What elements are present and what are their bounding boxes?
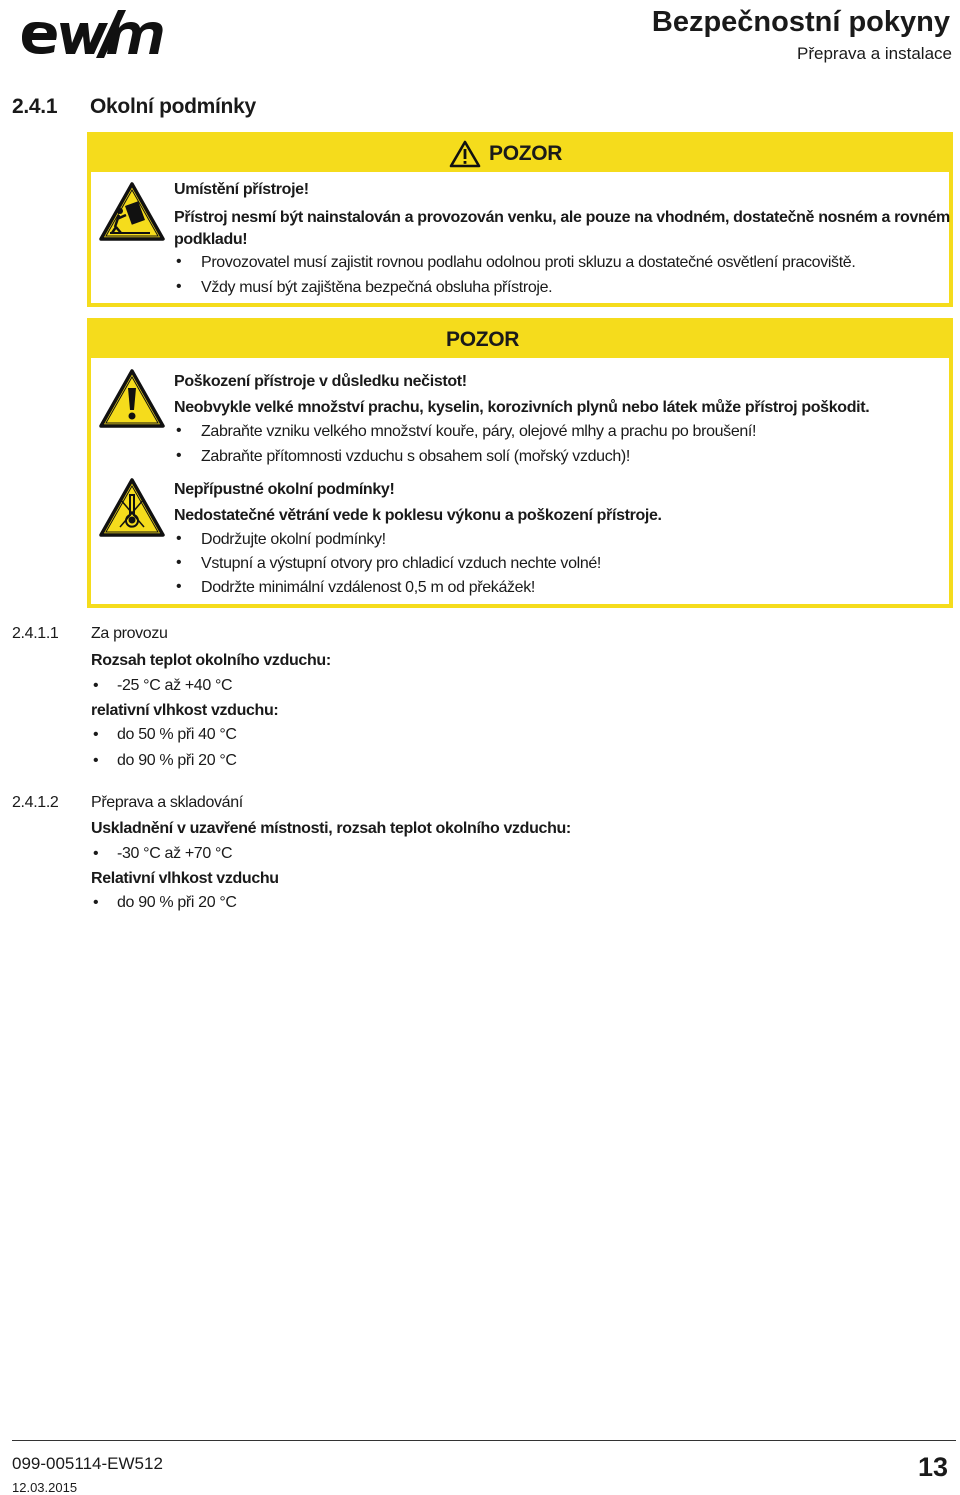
- bullet-icon: •: [176, 422, 182, 439]
- temperature-warning-icon: [98, 477, 166, 544]
- temp-range-label: Rozsah teplot okolního vzduchu:: [91, 652, 331, 669]
- warning-triangle-icon: [449, 140, 481, 173]
- subsection-number: 2.4.1.1: [12, 625, 59, 642]
- subsection-title: Přeprava a skladování: [91, 794, 243, 811]
- page-header-subtitle: Přeprava a instalace: [797, 44, 952, 63]
- warning2-bullet-1: Zabraňte vzniku velkého množství kouře, páry, olejové mlhy a prachu po broušení!: [201, 423, 757, 440]
- bullet-icon: •: [176, 554, 182, 571]
- bullet-icon: •: [176, 530, 182, 547]
- section-title: Okolní podmínky: [90, 95, 256, 118]
- tipping-hazard-icon: [98, 181, 166, 248]
- humidity-value-2: do 90 % při 20 °C: [117, 752, 237, 769]
- bullet-icon: •: [93, 677, 99, 694]
- footer-date: 12.03.2015: [12, 1480, 78, 1495]
- storage-temp-label: Uskladnění v uzavřené místnosti, rozsah teplot okolního vzduchu:: [91, 820, 571, 837]
- warning1-text-line1: Přístroj nesmí být nainstalován a provozován venku, ale pouze na vhodném, dostatečně nosném a rovném: [174, 209, 950, 226]
- warning-label: POZOR: [446, 328, 520, 351]
- page-header-title: Bezpečnostní pokyny: [651, 6, 950, 38]
- footer-divider: [12, 1440, 956, 1441]
- subsection-number: 2.4.1.2: [12, 794, 59, 811]
- warning2-bullet-4: Vstupní a výstupní otvory pro chladicí vzduch nechte volné!: [201, 555, 602, 572]
- warning-band: [91, 322, 949, 358]
- bullet-icon: •: [93, 845, 99, 862]
- page-number: 13: [917, 1452, 948, 1482]
- storage-humidity-label: Relativní vlhkost vzduchu: [91, 870, 279, 887]
- storage-humidity-value: do 90 % při 20 °C: [117, 894, 237, 911]
- warning2-text-2: Nedostatečné větrání vede k poklesu výkonu a poškození přístroje.: [174, 507, 662, 524]
- bullet-icon: •: [176, 253, 182, 270]
- warning2-heading-2: Nepřípustné okolní podmínky!: [174, 481, 395, 498]
- bullet-icon: •: [93, 894, 99, 911]
- warning2-text-1: Neobvykle velké množství prachu, kyselin, korozivních plynů nebo látek může přístroj poškodit.: [174, 399, 870, 416]
- bullet-icon: •: [176, 278, 182, 295]
- warning1-bullet-1: Provozovatel musí zajistit rovnou podlahu odolnou proti skluzu a dostatečné osvětlení pracoviště.: [201, 254, 856, 271]
- bullet-icon: •: [176, 447, 182, 464]
- bullet-icon: •: [93, 726, 99, 743]
- section-number: 2.4.1: [12, 95, 58, 118]
- warning-box-environment: [87, 318, 953, 608]
- warning1-text-line2: podkladu!: [174, 231, 248, 248]
- humidity-value-1: do 50 % při 40 °C: [117, 726, 237, 743]
- ewm-logo-mark: [22, 8, 167, 60]
- storage-temp-value: -30 °C až +70 °C: [117, 845, 233, 862]
- ewm-logo: [22, 8, 167, 60]
- warning-label: POZOR: [489, 142, 563, 165]
- temp-range-value: -25 °C až +40 °C: [117, 677, 233, 694]
- bullet-icon: •: [176, 578, 182, 595]
- general-warning-icon: [98, 368, 166, 435]
- warning2-heading-1: Poškození přístroje v důsledku nečistot!: [174, 373, 467, 390]
- footer-doc-number: 099-005114-EW512: [12, 1454, 163, 1473]
- warning1-heading: Umístění přístroje!: [174, 181, 309, 198]
- warning2-bullet-2: Zabraňte přítomnosti vzduchu s obsahem solí (mořský vzduch)!: [201, 448, 630, 465]
- humidity-label: relativní vlhkost vzduchu:: [91, 702, 279, 719]
- subsection-title: Za provozu: [91, 625, 168, 642]
- section-heading: [12, 95, 256, 119]
- warning1-bullet-2: Vždy musí být zajištěna bezpečná obsluha přístroje.: [201, 279, 553, 296]
- warning-box-placement: [87, 132, 953, 307]
- warning2-bullet-5: Dodržte minimální vzdálenost 0,5 m od překážek!: [201, 579, 535, 596]
- bullet-icon: •: [93, 752, 99, 769]
- warning2-bullet-3: Dodržujte okolní podmínky!: [201, 531, 386, 548]
